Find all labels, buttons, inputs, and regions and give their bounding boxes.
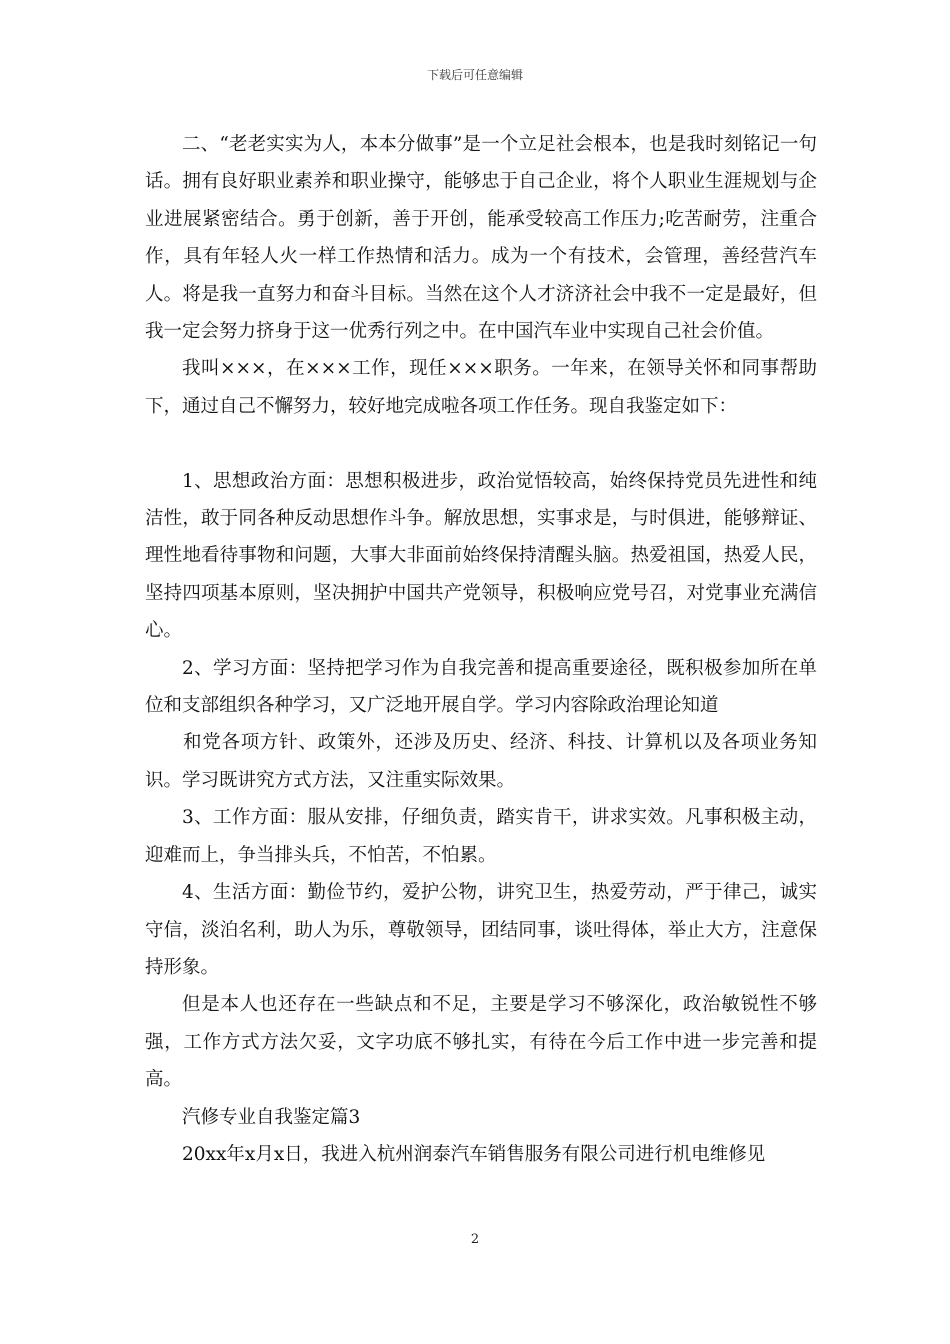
- paragraph-political-thought: 1、思想政治方面：思想积极进步，政治觉悟较高，始终保持党员先进性和纯洁性，敢于同各种反动思想作斗争。解放思想，实事求是，与时俱进，能够辩证、理性地看待事物和问题，大事大非面前始终保持清醒头脑。热爱祖国，热爱人民，坚持四项基本原则，坚决拥护中国共产党领导，积极响应党号召，对党事业充满信心。: [145, 470, 817, 642]
- page-number: 2: [470, 1232, 480, 1247]
- paragraph-study-continued: 和党各项方针、政策外，还涉及历史、经济、科技、计算机以及各项业务知识。学习既讲究方式方法，又注重实际效果。: [145, 732, 817, 791]
- paragraph-internship-start: 20xx年x月x日，我进入杭州润泰汽车销售服务有限公司进行机电维修见: [182, 1143, 766, 1165]
- document-body: [145, 126, 817, 1173]
- paragraph-study: 2、学习方面：坚持把学习作为自我完善和提高重要途径，既积极参加所在单位和支部组织各种学习，又广泛地开展自学。学习内容除政治理论知道: [145, 657, 817, 717]
- paragraph-shortcomings: 但是本人也还存在一些缺点和不足，主要是学习不够深化，政治敏锐性不够强，工作方式方法欠妥，文字功底不够扎实，有待在今后工作中进一步完善和提高。: [145, 994, 817, 1091]
- section-heading: 汽修专业自我鉴定篇3: [182, 1106, 361, 1128]
- blank-line: [145, 425, 817, 462]
- paragraph-life: 4、生活方面：勤俭节约，爱护公物，讲究卫生，热爱劳动，严于律己，诚实守信，淡泊名利，助人为乐，尊敬领导，团结同事，谈吐得体，举止大方，注意保持形象。: [145, 882, 817, 978]
- paragraph-career-values: 二、“老老实实为人，本本分做事”是一个立足社会根本，也是我时刻铭记一句话。拥有良好职业素养和职业操守，能够忠于自己企业，将个人职业生涯规划与企业进展紧密结合。勇于创新，善于开创，能承受较高工作压力;吃苦耐劳，注重合作，具有年轻人火一样工作热情和活力。成为一个有技术，会管理，善经营汽车人。将是我一直努力和奋斗目标。当然在这个人才济济社会中我不一定是最好，但我一定会努力挤身于这一优秀行列之中。在中国汽车业中实现自己社会价值。: [145, 134, 817, 343]
- page-header: 下载后可任意编辑: [426, 68, 523, 82]
- paragraph-work: 3、工作方面：服从安排，仔细负责，踏实肯干，讲求实效。凡事积极主动，迎难而上，争当排头兵，不怕苦，不怕累。: [145, 807, 817, 866]
- paragraph-self-introduction: 我叫×××，在×××工作，现任×××职务。一年来，在领导关怀和同事帮助下，通过自己不懈努力，较好地完成啦各项工作任务。现自我鉴定如下：: [145, 358, 817, 417]
